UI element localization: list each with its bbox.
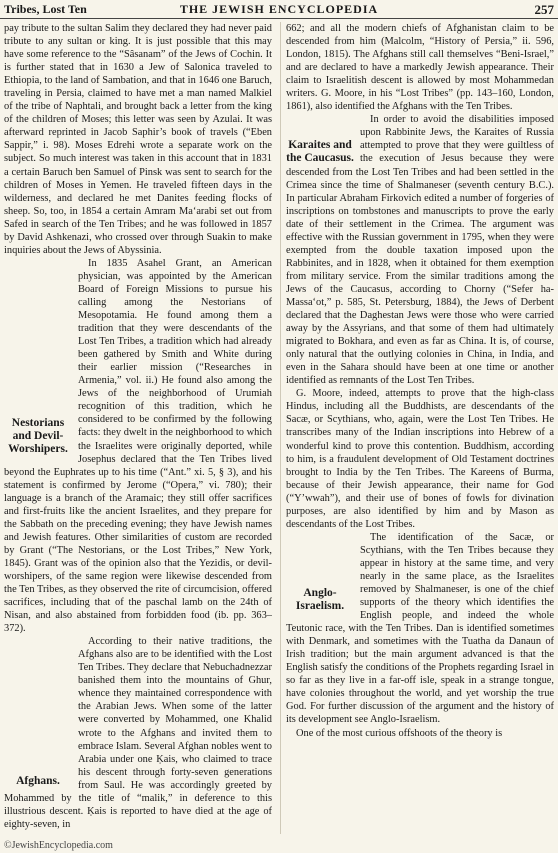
paragraph: According to their native traditions, the Afghans also are to be identified with the Lost Ten Tribes. They declare that Nebuchadnezzar banished them into the mountains of Ghur, whence they maintained correspondence with the Arabian Jews. When some of the latter were converted by Mohammed, one Khalid wrote to the Afghans and invited them to embrace Islam. Several Afghan nobles went to Arabia under one Ḳais, who claimed to trace his descent through forty-seven generations from Saul. He was accordingly greeted by Mohammed by the title of “malik,” in deference to this illustrious descent. Ḳais is reported to have died at the age of eighty-seven, in bbox=[4, 636, 272, 830]
running-head-title: THE JEWISH ENCYCLOPEDIA bbox=[179, 2, 379, 16]
column-divider bbox=[280, 22, 281, 834]
sidenote-anglo-israelism: Anglo-Israelism. bbox=[295, 586, 345, 612]
paragraph: pay tribute to the sultan Salim they declared they had never paid tribute to any sultan or king. It is just possible that this may have some reference to the “Sâsanam” of the Jews of Cochin. It is further stated that in 1630 a Jew of Salonica traveled to Ethiopia, to the land of Sambation, and that in 1646 one Baruch, traveling in Persia, claimed to have met a man named Malkiel of the tribe of Naphtali, and brought back a letter from the king of the children of Moses; this letter was seen by Azulai. It was afterward reprinted in Jacob Saphir’s book of travels (“Eben Sappir,” i. 98). Moses Edrehi wrote a separate work on the subject. So much interest was taken in this account that in 1831 a certain Baruch ben Samuel of Pinsk was sent to search for the children of Moses in Yemen. He traveled fifteen days in the wilderness, and declared he met Danites feeding flocks of sheep. So, too, in 1854 a certain Amram Ma‘arabi set out from Safed in search of the Ten Tribes; and he was followed in 1857 by David Ashkenazi, who crossed over through Suakin to make inquiries about the Jews of Abyssinia. bbox=[4, 23, 272, 256]
right-column bbox=[286, 22, 554, 834]
paragraph: In 1835 Asahel Grant, an American physician, was appointed by the American Board of Foreign Missions to pursue his calling among the Nestorians of Mesopotamia. He found among them a tradition that they were descendants of the Lost Ten Tribes, a tradition which had already been gathered by Smith and White during their earlier mission (“Researches in Armenia,” vol. ii.) He found also among the Jews of the neighborhood of Urumiah recognition of this tradition, which he considered to be confirmed by the following facts: they dwelt in the neighborhood to which the Israelites were originally deported, while Josephus declared that the Ten Tribes lived beyond the Euphrates up to his time (“Ant.” xi. 5, § 3), and his statement is confirmed by Jerome (“Opera,” vi. 780); their language is a branch of the Aramaic; they still offer sacrifices and first-fruits like the ancient Israelites, and they prepare for the Sabbath on the preceding evening; they have Jewish names and Jewish features. Other similarities of custom are recorded by Grant (“The Nestorians, or the Lost Tribes,” New York, 1845). Grant was of the opinion also that the Yezidis, or devil-worshipers, of the same region were likewise descended from the Ten Tribes, as they observed the rite of circumcision, offered sacrifices, including that of the paschal lamb on the 24th of Nisan, and also abstained from forbidden food (ib. pp. 363–372). bbox=[4, 257, 272, 635]
footer-watermark: ©JewishEncyclopedia.com bbox=[4, 840, 113, 851]
left-column bbox=[4, 22, 272, 834]
paragraph: One of the most curious offshoots of the theory is bbox=[296, 727, 503, 739]
running-head-section: Tribes, Lost Ten bbox=[4, 2, 87, 16]
page-header bbox=[0, 0, 558, 19]
paragraph: G. Moore, indeed, attempts to prove that the high-class Hindus, including all the Buddhists, are descendants of the Sacæ, or Scythians, who, again, were the Lost Ten Tribes. He transcribes many of the Indian inscriptions into Hebrew of a wonderful kind to prove this contention. Buddhism, according to him, is a fraudulent development of Old Testament doctrines brought to India by the Ten Tribes. The Kareens of Burma, because of their Jewish appearance, their name for God (“Y’wwah”), and their use of bones of fowls for divination purposes, are also identified by him and by Mason as descendants of the Lost Tribes. bbox=[286, 388, 554, 530]
sidenote-karaites: Karaites and the Caucasus. bbox=[286, 139, 354, 165]
paragraph: 662; and all the modern chiefs of Afghanistan claim to be descended from him (Malcolm, “History of Persia,” ii. 596, London, 1815). The Afghans still call themselves “Beni-Israel,” and are declared to have a markedly Jewish appearance. Their claim to Israelitish descent is allowed by most Mohammedan writers. G. Moore, in his “Lost Tribes” (pp. 143–160, London, 1861), also identified the Afghans with the Ten Tribes. bbox=[286, 23, 554, 113]
paragraph: The identification of the Sacæ, or Scythians, with the Ten Tribes because they appear in history at the same time, and very nearly in the same place, as the Israelites removed by Shalmaneser, is one of the chief supports of the theory which identifies the English people, and indeed the whole Teutonic race, with the Ten Tribes. Dan is identified sometimes with Denmark, and sometimes with the Tuatha da Danaun of Irish tradition; but the main argument advanced is that the English satisfy the conditions of the Prophets regarding Israel in so far as they live in a far-off isle, speak in a strange tongue, have colonies throughout the world, and yet worship the true God. For further discussion of the argument and the history of its development see Anglo-Israelism. bbox=[286, 531, 554, 726]
sidenote-nestorians: Nestorians and Devil-Worshipers. bbox=[8, 416, 68, 455]
page-number: 257 bbox=[534, 2, 554, 17]
paragraph: In order to avoid the disabilities imposed upon Rabbinite Jews, the Karaites of Russia attempted to prove that they were guiltless of the execution of Jesus because they were descended from the Lost Ten Tribes and had been settled in the Crimea since the time of Shalmaneser (seventh century B.C.). In particular Abraham Firkovich edited a number of forgeries of inscriptions on tombstones and manuscripts to prove the early date of their settlement in the Crimea. The argument was effective with the Russian government in 1795, when they were exempted from the double taxation imposed upon the Rabbinites, and in 1828, when it obtained for them exemption from military service. From the similar traditions among the Jews of the Caucasus, according to Chorny (“Sefer ha-Massa‘ot,” p. 585, St. Petersburg, 1884), the Jews of Derbent declared that the Daghestan Jews were those who were carried away by the Assyrians, and that some of them had ultimately migrated to Bokhara, and even as far as China. It is, of course, only natural that the outlying colonies in China, in India, and even in the Sahara should have been at one time or another identified as remnants of the Lost Ten Tribes. bbox=[286, 114, 554, 387]
sidenote-afghans: Afghans. bbox=[16, 775, 60, 788]
